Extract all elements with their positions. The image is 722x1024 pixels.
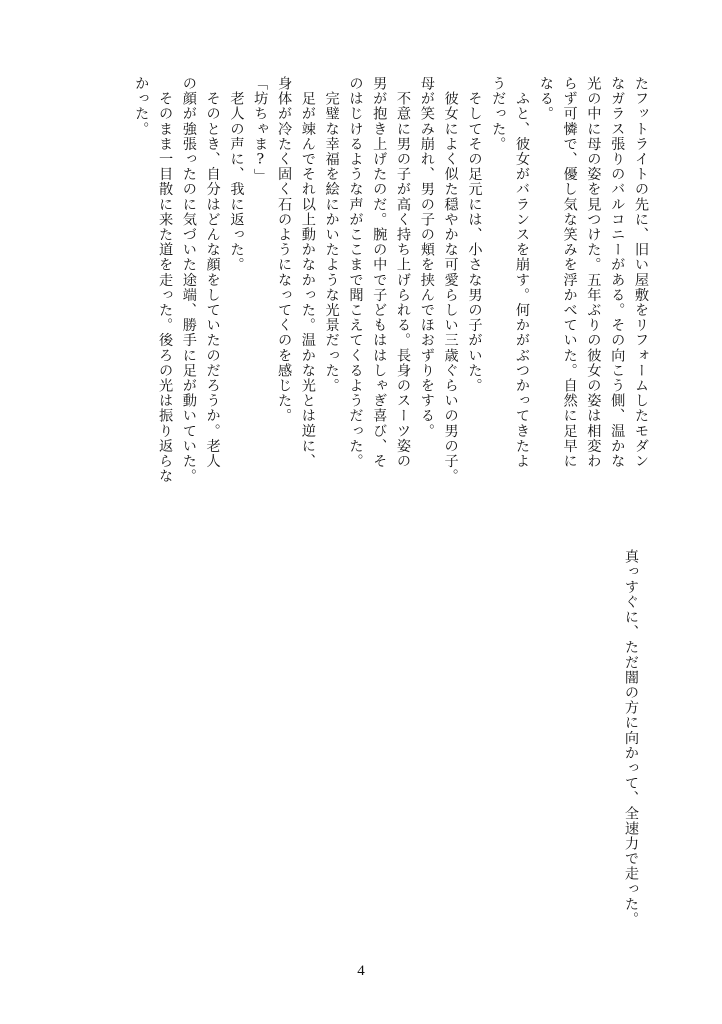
- text-line: 「坊ちゃま?」: [252, 76, 269, 184]
- main-text-block: [128, 76, 652, 506]
- text-line: の顔が強張ったのに気づいた途端、勝手に足が動いていた。: [180, 76, 197, 484]
- text-line: 光の中に母の姿を見つけた。五年ぶりの彼女の姿は相変わ: [585, 76, 602, 469]
- text-line: 完璧な幸福を絵にかいたような光景だった。: [323, 76, 340, 394]
- text-line: 老人の声に、我に返った。: [228, 76, 245, 273]
- text-line: そのまま一目散に来た道を走った。後ろの光は振り返らな: [157, 76, 174, 484]
- text-line: 身体が冷たく固く石のようになってくのを感じた。: [276, 76, 293, 424]
- text-line: のはじけるような声がここまで聞こえてくるようだった。: [347, 76, 364, 469]
- ending-text-block: [618, 534, 642, 954]
- text-line: うだった。: [490, 76, 507, 152]
- text-line: そしてその足元には、小さな男の子がいた。: [466, 76, 483, 394]
- text-line: ふと、彼女がバランスを崩す。何かがぶつかってきたよ: [514, 76, 531, 469]
- text-line: なガラス張りのバルコニーがある。その向こう側、温かな: [609, 76, 626, 469]
- text-line: 彼女によく似た穏やかな可愛らしい三歳ぐらいの男の子。: [442, 76, 459, 484]
- text-line: 男が抱き上げたのだ。腕の中で子どもははしゃぎ喜び、そ: [371, 76, 388, 469]
- page-number: 4: [357, 963, 365, 979]
- text-line: 不意に男の子が高く持ち上げられる。長身のスーツ姿の: [395, 76, 412, 469]
- text-line: 真っすぐに、ただ闇の方に向かって、全速力で走った。: [623, 534, 639, 927]
- text-line: らず可憐で、優し気な笑みを浮かべていた。自然に足早に: [561, 76, 578, 469]
- text-line: 足が竦んでそれ以上動かなかった。温かな光とは逆に、: [299, 76, 316, 469]
- text-line: かった。: [133, 76, 150, 137]
- text-line: なる。: [537, 76, 554, 122]
- text-line: 母が笑み崩れ、男の子の頬を挟んでほおずりをする。: [418, 76, 435, 439]
- text-line: そのとき、自分はどんな顔をしていたのだろうか。老人: [204, 76, 221, 469]
- text-line: たフットライトの先に、旧い屋敷をリフォームしたモダン: [633, 76, 649, 469]
